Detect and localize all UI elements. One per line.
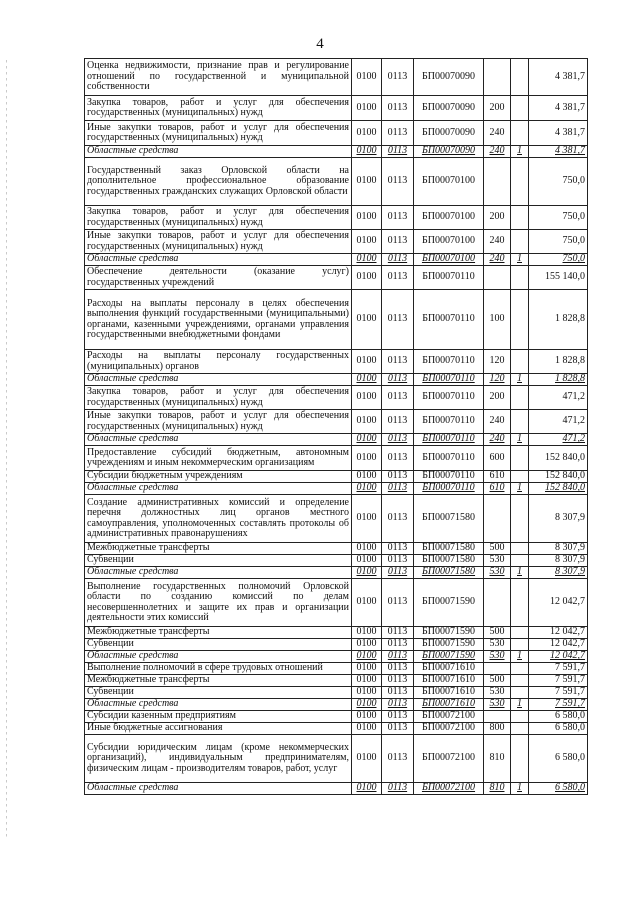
table-row (85, 230, 588, 254)
funding-source-cell: 1 (511, 783, 529, 795)
table-row (85, 627, 588, 639)
target-article-cell: БП00070100 (414, 254, 484, 266)
table-row (85, 495, 588, 543)
funding-source-cell (511, 711, 529, 723)
section-code-cell: 0100 (352, 711, 382, 723)
expense-type-cell: 100 (484, 290, 511, 350)
section-code-cell: 0100 (352, 206, 382, 230)
target-article-cell: БП00071580 (414, 495, 484, 543)
subsection-code-cell: 0113 (382, 471, 414, 483)
target-article-cell: БП00071580 (414, 567, 484, 579)
funding-source-cell (511, 446, 529, 471)
subsection-code-cell: 0113 (382, 783, 414, 795)
expense-name-cell: Межбюджетные трансферты (85, 627, 352, 639)
expense-type-cell: 610 (484, 471, 511, 483)
expense-type-cell: 500 (484, 627, 511, 639)
table-row-regional-funds (85, 374, 588, 386)
section-code-cell: 0100 (352, 434, 382, 446)
amount-cell: 4 381,7 (529, 59, 588, 96)
amount-cell: 7 591,7 (529, 675, 588, 687)
funding-source-cell (511, 158, 529, 206)
expense-name-cell: Областные средства (85, 374, 352, 386)
funding-source-cell (511, 59, 529, 96)
expense-type-cell: 600 (484, 446, 511, 471)
target-article-cell: БП00072100 (414, 711, 484, 723)
table-row-regional-funds (85, 567, 588, 579)
table-row (85, 555, 588, 567)
subsection-code-cell: 0113 (382, 663, 414, 675)
funding-source-cell: 1 (511, 374, 529, 386)
expense-type-cell (484, 266, 511, 290)
amount-cell: 6 580,0 (529, 735, 588, 783)
expense-name-cell: Иные бюджетные ассигнования (85, 723, 352, 735)
expense-name-cell: Закупка товаров, работ и услуг для обеспечения государственных (муниципальных) нужд (85, 206, 352, 230)
section-code-cell: 0100 (352, 663, 382, 675)
expense-name-cell: Расходы на выплаты персоналу государственных (муниципальных) органов (85, 350, 352, 374)
section-code-cell: 0100 (352, 483, 382, 495)
target-article-cell: БП00070110 (414, 471, 484, 483)
section-code-cell: 0100 (352, 783, 382, 795)
expense-name-cell: Областные средства (85, 699, 352, 711)
funding-source-cell (511, 96, 529, 121)
expense-type-cell: 240 (484, 230, 511, 254)
target-article-cell: БП00070110 (414, 374, 484, 386)
target-article-cell: БП00070110 (414, 483, 484, 495)
target-article-cell: БП00070110 (414, 266, 484, 290)
expense-name-cell: Областные средства (85, 434, 352, 446)
subsection-code-cell: 0113 (382, 567, 414, 579)
subsection-code-cell: 0113 (382, 723, 414, 735)
funding-source-cell (511, 555, 529, 567)
expense-name-cell: Субсидии бюджетным учреждениям (85, 471, 352, 483)
expense-name-cell: Государственный заказ Орловской области на дополнительное профессиональное образование государственных гражданских служащих Орловской области (85, 158, 352, 206)
amount-cell: 12 042,7 (529, 639, 588, 651)
amount-cell: 152 840,0 (529, 471, 588, 483)
section-code-cell: 0100 (352, 723, 382, 735)
subsection-code-cell: 0113 (382, 639, 414, 651)
expense-name-cell: Закупка товаров, работ и услуг для обеспечения государственных (муниципальных) нужд (85, 386, 352, 410)
table-row (85, 723, 588, 735)
target-article-cell: БП00071610 (414, 699, 484, 711)
table-row (85, 121, 588, 146)
table-row (85, 471, 588, 483)
section-code-cell: 0100 (352, 266, 382, 290)
expense-type-cell (484, 711, 511, 723)
table-row (85, 675, 588, 687)
amount-cell: 7 591,7 (529, 699, 588, 711)
funding-source-cell: 1 (511, 483, 529, 495)
section-code-cell: 0100 (352, 627, 382, 639)
section-code-cell: 0100 (352, 158, 382, 206)
amount-cell: 750,0 (529, 254, 588, 266)
section-code-cell: 0100 (352, 651, 382, 663)
funding-source-cell: 1 (511, 567, 529, 579)
funding-source-cell (511, 627, 529, 639)
amount-cell: 750,0 (529, 206, 588, 230)
table-row (85, 711, 588, 723)
expense-name-cell: Выполнение полномочий в сфере трудовых отношений (85, 663, 352, 675)
expense-type-cell: 240 (484, 146, 511, 158)
target-article-cell: БП00071590 (414, 579, 484, 627)
target-article-cell: БП00071590 (414, 627, 484, 639)
funding-source-cell (511, 350, 529, 374)
amount-cell: 8 307,9 (529, 543, 588, 555)
target-article-cell: БП00070090 (414, 59, 484, 96)
table-row-regional-funds (85, 483, 588, 495)
target-article-cell: БП00070110 (414, 290, 484, 350)
amount-cell: 152 840,0 (529, 483, 588, 495)
section-code-cell: 0100 (352, 254, 382, 266)
expense-type-cell: 240 (484, 410, 511, 434)
funding-source-cell (511, 121, 529, 146)
amount-cell: 750,0 (529, 230, 588, 254)
amount-cell: 6 580,0 (529, 711, 588, 723)
expense-type-cell: 610 (484, 483, 511, 495)
expense-type-cell: 530 (484, 639, 511, 651)
subsection-code-cell: 0113 (382, 374, 414, 386)
funding-source-cell (511, 735, 529, 783)
amount-cell: 4 381,7 (529, 121, 588, 146)
expense-name-cell: Межбюджетные трансферты (85, 675, 352, 687)
subsection-code-cell: 0113 (382, 543, 414, 555)
section-code-cell: 0100 (352, 699, 382, 711)
section-code-cell: 0100 (352, 555, 382, 567)
funding-source-cell (511, 723, 529, 735)
expense-name-cell: Областные средства (85, 483, 352, 495)
target-article-cell: БП00071610 (414, 663, 484, 675)
subsection-code-cell: 0113 (382, 230, 414, 254)
amount-cell: 7 591,7 (529, 687, 588, 699)
funding-source-cell (511, 206, 529, 230)
amount-cell: 12 042,7 (529, 627, 588, 639)
expense-type-cell: 500 (484, 543, 511, 555)
subsection-code-cell: 0113 (382, 675, 414, 687)
budget-table (84, 58, 588, 795)
table-row (85, 735, 588, 783)
funding-source-cell (511, 543, 529, 555)
table-row-regional-funds (85, 254, 588, 266)
funding-source-cell (511, 579, 529, 627)
subsection-code-cell: 0113 (382, 146, 414, 158)
amount-cell: 8 307,9 (529, 567, 588, 579)
table-row-regional-funds (85, 146, 588, 158)
target-article-cell: БП00070110 (414, 434, 484, 446)
expense-name-cell: Иные закупки товаров, работ и услуг для обеспечения государственных (муниципальных) нужд (85, 230, 352, 254)
target-article-cell: БП00071580 (414, 555, 484, 567)
section-code-cell: 0100 (352, 290, 382, 350)
table-row (85, 663, 588, 675)
expense-type-cell: 810 (484, 735, 511, 783)
subsection-code-cell: 0113 (382, 386, 414, 410)
section-code-cell: 0100 (352, 350, 382, 374)
expense-name-cell: Областные средства (85, 651, 352, 663)
section-code-cell: 0100 (352, 735, 382, 783)
funding-source-cell: 1 (511, 254, 529, 266)
amount-cell: 471,2 (529, 434, 588, 446)
expense-name-cell: Обеспечение деятельности (оказание услуг) государственных учреждений (85, 266, 352, 290)
funding-source-cell (511, 495, 529, 543)
subsection-code-cell: 0113 (382, 446, 414, 471)
amount-cell: 7 591,7 (529, 663, 588, 675)
amount-cell: 152 840,0 (529, 446, 588, 471)
table-row-regional-funds (85, 651, 588, 663)
subsection-code-cell: 0113 (382, 410, 414, 434)
amount-cell: 1 828,8 (529, 290, 588, 350)
page-number: 4 (316, 36, 324, 52)
target-article-cell: БП00071590 (414, 639, 484, 651)
subsection-code-cell: 0113 (382, 59, 414, 96)
expense-name-cell: Создание административных комиссий и определение перечня должностных лиц органов местного самоуправления, уполномоченных составлять протоколы об административных правонарушениях (85, 495, 352, 543)
section-code-cell: 0100 (352, 687, 382, 699)
amount-cell: 12 042,7 (529, 651, 588, 663)
target-article-cell: БП00070110 (414, 386, 484, 410)
expense-type-cell: 240 (484, 121, 511, 146)
expense-name-cell: Областные средства (85, 254, 352, 266)
target-article-cell: БП00070110 (414, 446, 484, 471)
table-row (85, 410, 588, 434)
section-code-cell: 0100 (352, 374, 382, 386)
target-article-cell: БП00072100 (414, 783, 484, 795)
funding-source-cell (511, 675, 529, 687)
subsection-code-cell: 0113 (382, 711, 414, 723)
expense-name-cell: Субвенции (85, 639, 352, 651)
funding-source-cell: 1 (511, 651, 529, 663)
scan-margin-dots (6, 60, 8, 840)
funding-source-cell (511, 687, 529, 699)
subsection-code-cell: 0113 (382, 290, 414, 350)
amount-cell: 1 828,8 (529, 374, 588, 386)
expense-type-cell: 530 (484, 651, 511, 663)
expense-name-cell: Закупка товаров, работ и услуг для обеспечения государственных (муниципальных) нужд (85, 96, 352, 121)
expense-type-cell: 120 (484, 374, 511, 386)
section-code-cell: 0100 (352, 579, 382, 627)
subsection-code-cell: 0113 (382, 735, 414, 783)
section-code-cell: 0100 (352, 386, 382, 410)
table-row (85, 206, 588, 230)
amount-cell: 750,0 (529, 158, 588, 206)
expense-type-cell: 200 (484, 206, 511, 230)
expense-name-cell: Субсидии юридическим лицам (кроме некоммерческих организаций), индивидуальным предпринимателям, физическим лицам - производителям товаров, работ, услуг (85, 735, 352, 783)
table-row (85, 446, 588, 471)
expense-name-cell: Субвенции (85, 555, 352, 567)
expense-type-cell (484, 663, 511, 675)
expense-type-cell: 810 (484, 783, 511, 795)
target-article-cell: БП00071590 (414, 651, 484, 663)
subsection-code-cell: 0113 (382, 687, 414, 699)
target-article-cell: БП00070090 (414, 96, 484, 121)
funding-source-cell (511, 410, 529, 434)
subsection-code-cell: 0113 (382, 699, 414, 711)
table-row (85, 579, 588, 627)
expense-type-cell: 240 (484, 254, 511, 266)
expense-name-cell: Выполнение государственных полномочий Орловской области по созданию комиссий по делам несовершеннолетних и защите их прав и организации деятельности этих комиссий (85, 579, 352, 627)
amount-cell: 471,2 (529, 410, 588, 434)
expense-type-cell: 120 (484, 350, 511, 374)
expense-name-cell: Областные средства (85, 783, 352, 795)
target-article-cell: БП00072100 (414, 723, 484, 735)
expense-name-cell: Межбюджетные трансферты (85, 543, 352, 555)
section-code-cell: 0100 (352, 495, 382, 543)
expense-name-cell: Предоставление субсидий бюджетным, автономным учреждениям и иным некоммерческим организациям (85, 446, 352, 471)
table-row-regional-funds (85, 699, 588, 711)
target-article-cell: БП00070110 (414, 350, 484, 374)
section-code-cell: 0100 (352, 410, 382, 434)
funding-source-cell (511, 663, 529, 675)
expense-type-cell: 530 (484, 555, 511, 567)
funding-source-cell (511, 266, 529, 290)
funding-source-cell (511, 230, 529, 254)
funding-source-cell (511, 290, 529, 350)
amount-cell: 8 307,9 (529, 555, 588, 567)
subsection-code-cell: 0113 (382, 651, 414, 663)
expense-name-cell: Иные закупки товаров, работ и услуг для обеспечения государственных (муниципальных) нужд (85, 121, 352, 146)
expense-name-cell: Областные средства (85, 146, 352, 158)
expense-type-cell (484, 59, 511, 96)
section-code-cell: 0100 (352, 543, 382, 555)
amount-cell: 1 828,8 (529, 350, 588, 374)
subsection-code-cell: 0113 (382, 350, 414, 374)
expense-name-cell: Субвенции (85, 687, 352, 699)
section-code-cell: 0100 (352, 639, 382, 651)
target-article-cell: БП00070090 (414, 146, 484, 158)
subsection-code-cell: 0113 (382, 158, 414, 206)
section-code-cell: 0100 (352, 146, 382, 158)
section-code-cell: 0100 (352, 675, 382, 687)
target-article-cell: БП00070100 (414, 206, 484, 230)
expense-name-cell: Областные средства (85, 567, 352, 579)
target-article-cell: БП00071610 (414, 675, 484, 687)
expense-type-cell (484, 495, 511, 543)
subsection-code-cell: 0113 (382, 555, 414, 567)
budget-table-body (85, 59, 588, 795)
amount-cell: 6 580,0 (529, 783, 588, 795)
expense-type-cell: 200 (484, 96, 511, 121)
expense-name-cell: Иные закупки товаров, работ и услуг для обеспечения государственных (муниципальных) нужд (85, 410, 352, 434)
target-article-cell: БП00070100 (414, 158, 484, 206)
table-row (85, 290, 588, 350)
table-row-regional-funds (85, 434, 588, 446)
table-row (85, 158, 588, 206)
target-article-cell: БП00071610 (414, 687, 484, 699)
section-code-cell: 0100 (352, 121, 382, 146)
expense-name-cell: Оценка недвижимости, признание прав и регулирование отношений по государственной и муниципальной собственности (85, 59, 352, 96)
section-code-cell: 0100 (352, 567, 382, 579)
table-row (85, 350, 588, 374)
amount-cell: 6 580,0 (529, 723, 588, 735)
target-article-cell: БП00072100 (414, 735, 484, 783)
subsection-code-cell: 0113 (382, 121, 414, 146)
subsection-code-cell: 0113 (382, 483, 414, 495)
table-row (85, 266, 588, 290)
expense-type-cell (484, 579, 511, 627)
expense-type-cell: 530 (484, 687, 511, 699)
table-row-regional-funds (85, 783, 588, 795)
table-row (85, 386, 588, 410)
section-code-cell: 0100 (352, 446, 382, 471)
amount-cell: 155 140,0 (529, 266, 588, 290)
table-row (85, 96, 588, 121)
target-article-cell: БП00070110 (414, 410, 484, 434)
section-code-cell: 0100 (352, 96, 382, 121)
target-article-cell: БП00071580 (414, 543, 484, 555)
subsection-code-cell: 0113 (382, 627, 414, 639)
funding-source-cell (511, 639, 529, 651)
amount-cell: 4 381,7 (529, 146, 588, 158)
amount-cell: 4 381,7 (529, 96, 588, 121)
funding-source-cell: 1 (511, 699, 529, 711)
amount-cell: 8 307,9 (529, 495, 588, 543)
expense-name-cell: Расходы на выплаты персоналу в целях обеспечения выполнения функций государственными (муниципальными) органами, казенными учреждениями, органами управления государственными внебюджетными фондами (85, 290, 352, 350)
expense-type-cell: 240 (484, 434, 511, 446)
subsection-code-cell: 0113 (382, 434, 414, 446)
expense-type-cell: 500 (484, 675, 511, 687)
expense-type-cell (484, 158, 511, 206)
expense-type-cell: 530 (484, 699, 511, 711)
expense-type-cell: 530 (484, 567, 511, 579)
subsection-code-cell: 0113 (382, 266, 414, 290)
amount-cell: 12 042,7 (529, 579, 588, 627)
expense-type-cell: 800 (484, 723, 511, 735)
funding-source-cell: 1 (511, 434, 529, 446)
target-article-cell: БП00070100 (414, 230, 484, 254)
expense-type-cell: 200 (484, 386, 511, 410)
target-article-cell: БП00070090 (414, 121, 484, 146)
table-row (85, 639, 588, 651)
funding-source-cell: 1 (511, 146, 529, 158)
subsection-code-cell: 0113 (382, 495, 414, 543)
section-code-cell: 0100 (352, 230, 382, 254)
table-row (85, 687, 588, 699)
expense-name-cell: Субсидии казенным предприятиям (85, 711, 352, 723)
funding-source-cell (511, 471, 529, 483)
subsection-code-cell: 0113 (382, 96, 414, 121)
table-row (85, 543, 588, 555)
subsection-code-cell: 0113 (382, 206, 414, 230)
funding-source-cell (511, 386, 529, 410)
table-row (85, 59, 588, 96)
amount-cell: 471,2 (529, 386, 588, 410)
section-code-cell: 0100 (352, 59, 382, 96)
section-code-cell: 0100 (352, 471, 382, 483)
subsection-code-cell: 0113 (382, 579, 414, 627)
subsection-code-cell: 0113 (382, 254, 414, 266)
